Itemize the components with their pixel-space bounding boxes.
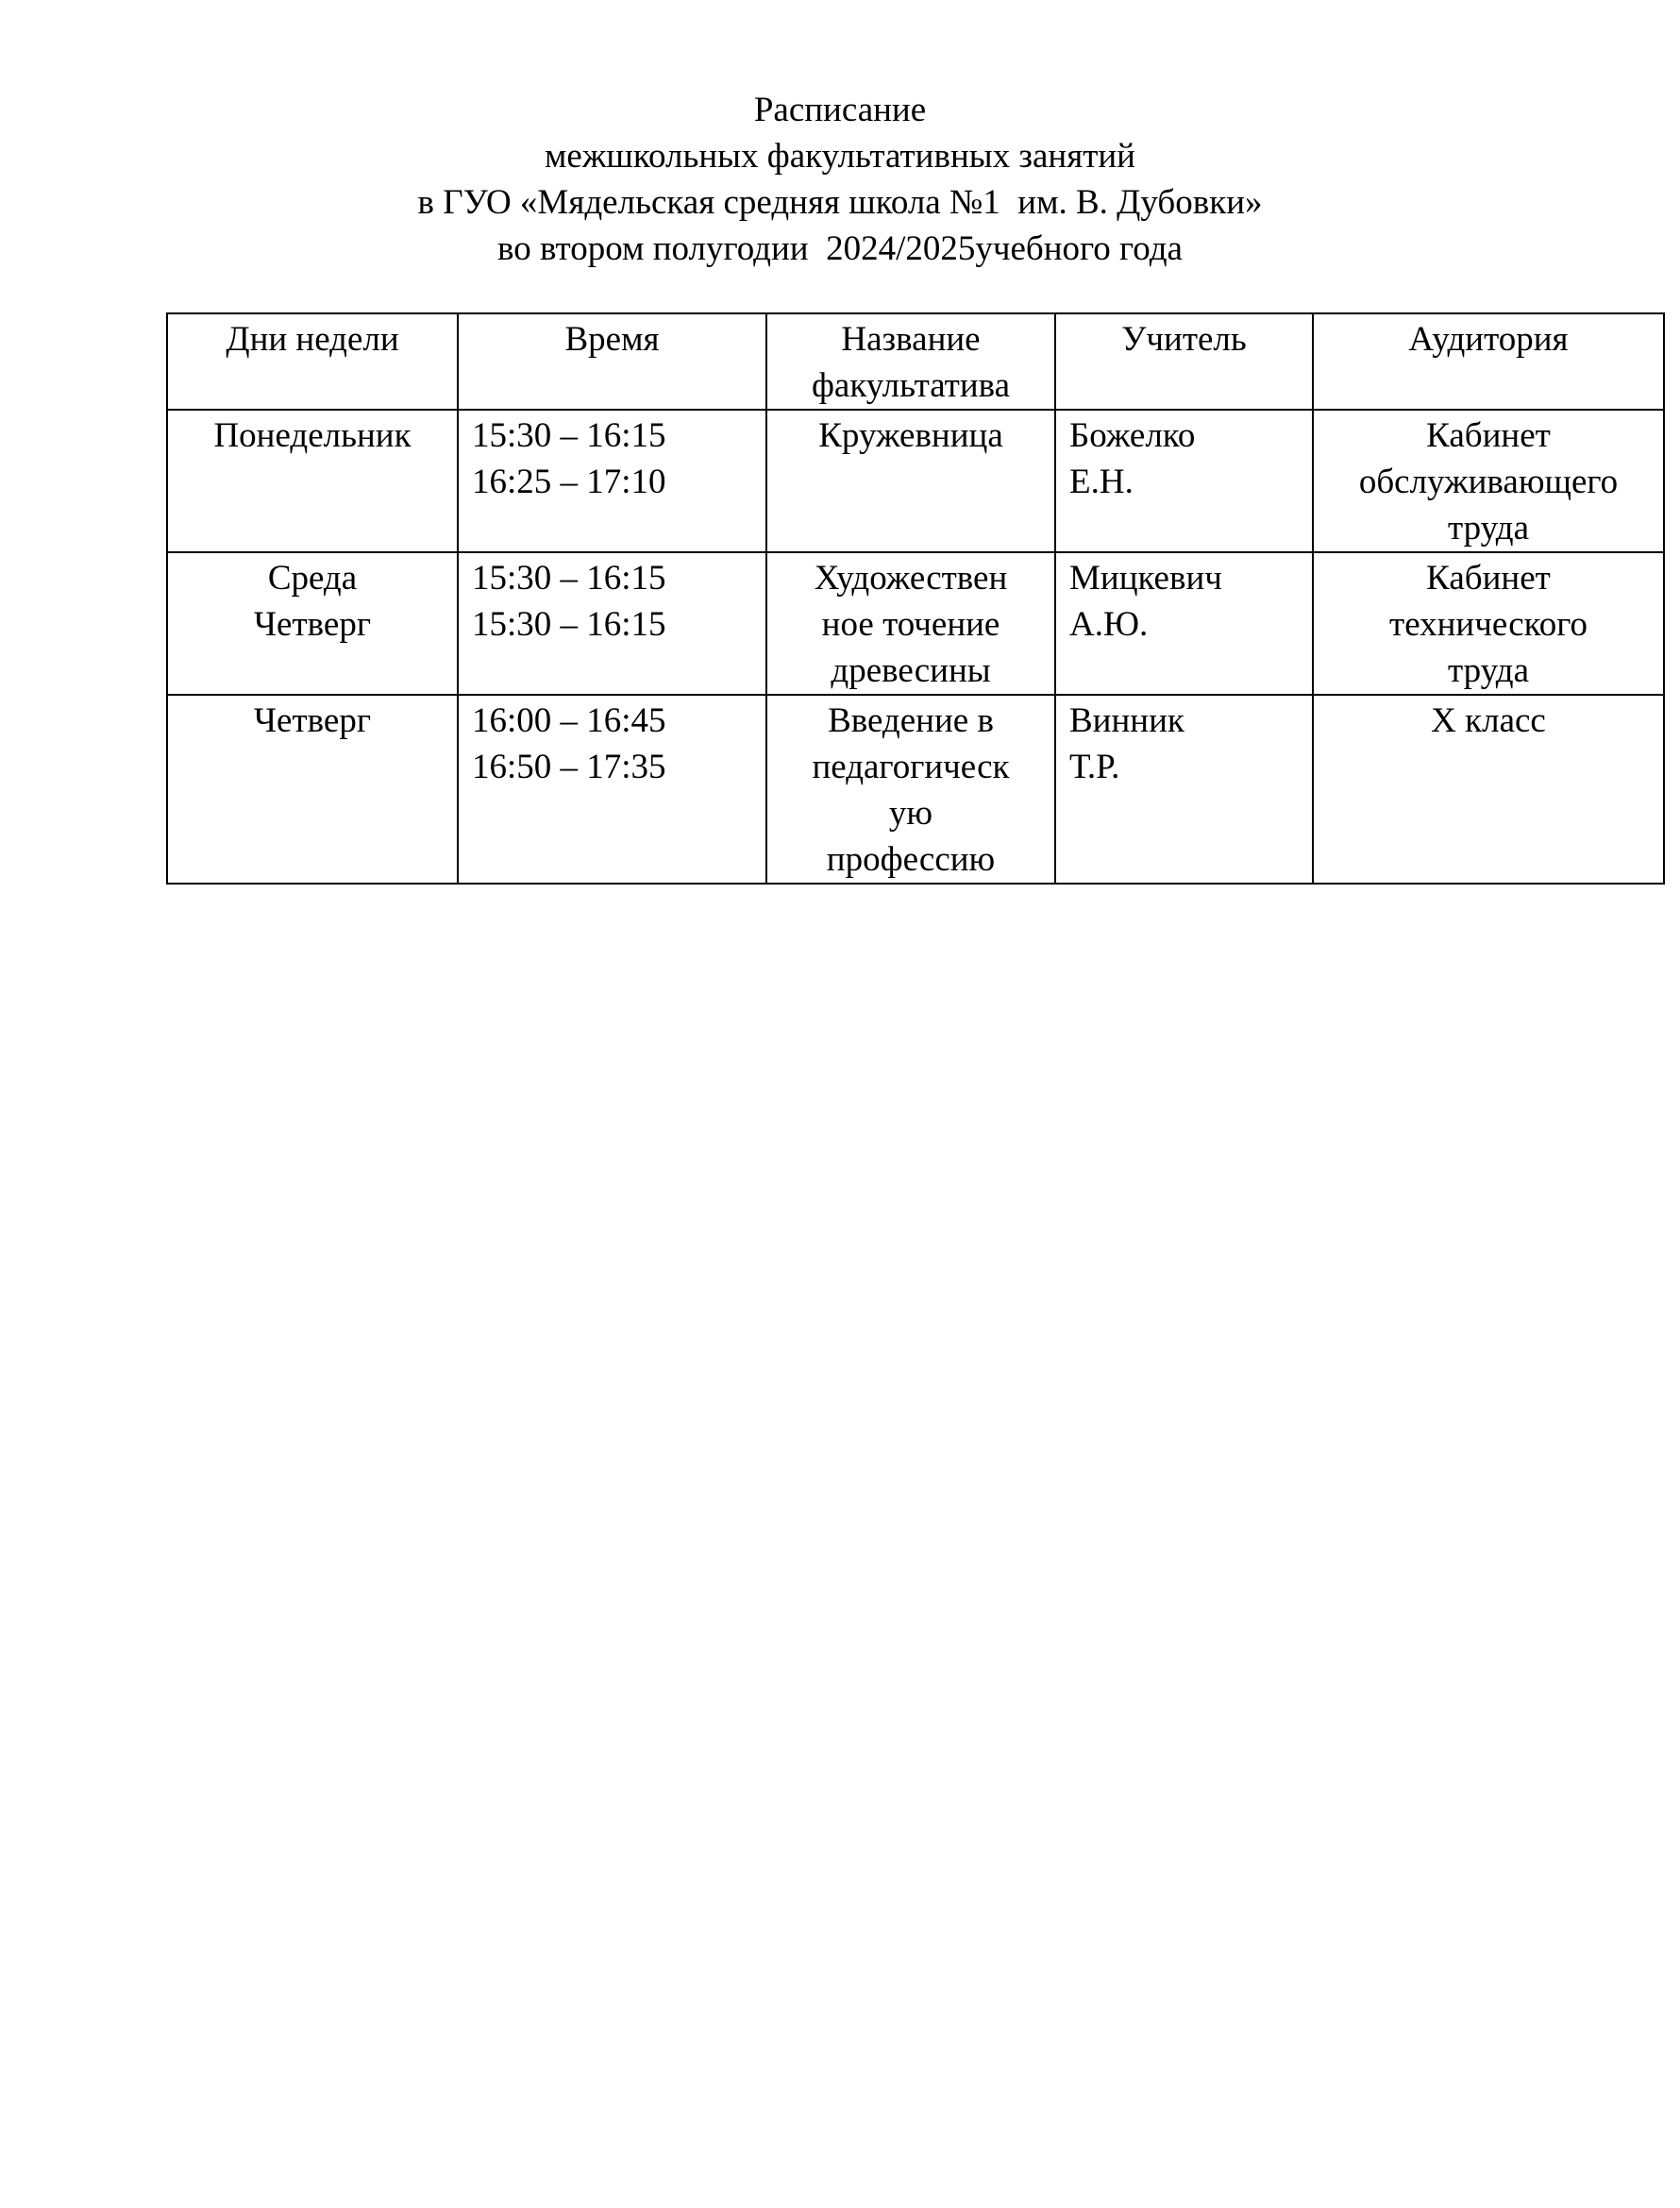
table-row	[167, 410, 1664, 552]
header-time: Время	[458, 313, 766, 410]
cell-time: 15:30 – 16:15 16:25 – 17:10	[458, 410, 766, 552]
cell-time: 15:30 – 16:15 15:30 – 16:15	[458, 552, 766, 695]
cell-room: Кабинет обслуживающего труда	[1313, 410, 1664, 552]
cell-teacher: Мицкевич А.Ю.	[1055, 552, 1313, 695]
cell-day: Среда Четверг	[167, 552, 458, 695]
header-course: Название факультатива	[766, 313, 1055, 410]
header-teacher: Учитель	[1055, 313, 1313, 410]
cell-room: Кабинет технического труда	[1313, 552, 1664, 695]
cell-day: Четверг	[167, 695, 458, 884]
table-header-row	[167, 313, 1664, 410]
header-room: Аудитория	[1313, 313, 1664, 410]
cell-day: Понедельник	[167, 410, 458, 552]
table-row	[167, 695, 1664, 884]
cell-teacher: Винник Т.Р.	[1055, 695, 1313, 884]
title-line: во втором полугодии 2024/2025учебного года	[497, 229, 1183, 268]
title-line: в ГУО «Мядельская средняя школа №1 им. В. Дубовки»	[417, 183, 1263, 222]
title-line: Расписание	[753, 91, 927, 129]
cell-course: Введение в педагогическ ую профессию	[766, 695, 1055, 884]
cell-time: 16:00 – 16:45 16:50 – 17:35	[458, 695, 766, 884]
header-day: Дни недели	[167, 313, 458, 410]
document-title	[0, 87, 1680, 272]
cell-course: Художествен ное точение древесины	[766, 552, 1055, 695]
cell-course: Кружевница	[766, 410, 1055, 552]
table-row	[167, 552, 1664, 695]
cell-teacher: Божелко Е.Н.	[1055, 410, 1313, 552]
schedule-table	[166, 312, 1665, 885]
title-line: межшкольных факультативных занятий	[545, 137, 1135, 176]
cell-room: Х класс	[1313, 695, 1664, 884]
